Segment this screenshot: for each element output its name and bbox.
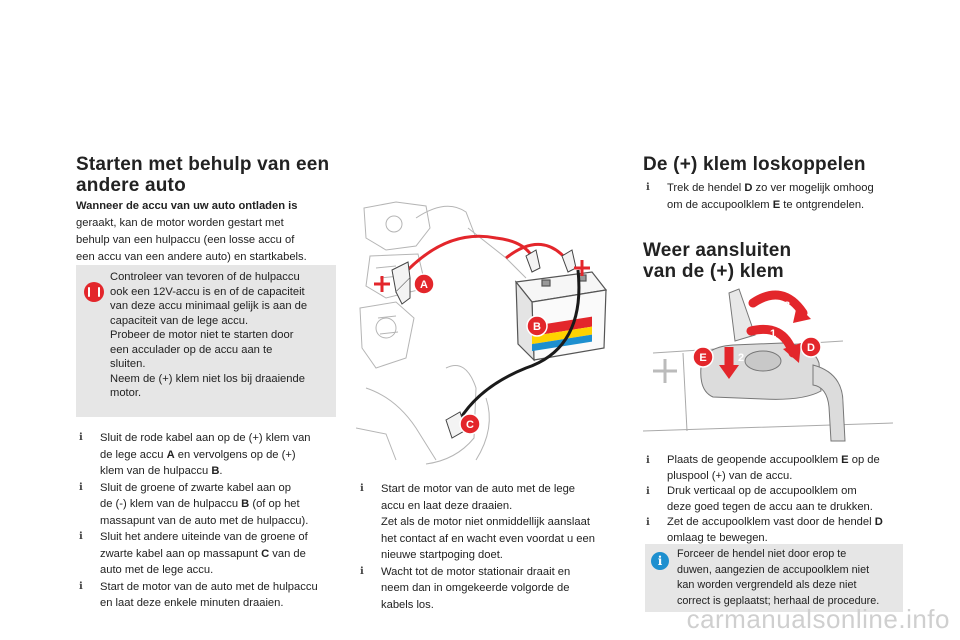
- step-marker-icon: ℹ: [646, 455, 650, 466]
- terminal-clamp-illustration: [643, 283, 905, 443]
- disconnect-steps-list: [643, 180, 913, 213]
- left-steps-list: [76, 430, 346, 612]
- figure-label-e: E: [699, 352, 707, 364]
- step-marker-icon: ℹ: [79, 580, 83, 592]
- intro-text: [76, 198, 346, 266]
- reconnect-steps-list: [643, 453, 913, 546]
- intro-bold: Wanneer de accu van uw auto ontladen is: [76, 200, 298, 212]
- list-item: ℹ Trek de hendel D zo ver mogelijk omhoog om de accupoolklem E te ontgrendelen.: [646, 182, 874, 211]
- list-item: ℹ Zet de accupoolklem vast door de hendel D omlaag te bewegen.: [646, 516, 883, 544]
- info-icon: i: [651, 552, 669, 570]
- list-item: ℹ Plaats de geopende accupoolklem E op de pluspool (+) van de accu.: [646, 454, 880, 482]
- intro-line: behulp van een hulpaccu (een losse accu of: [76, 234, 295, 246]
- jump-start-illustration: [356, 198, 618, 470]
- cable-clamp-a: [392, 262, 410, 304]
- step-marker-icon: ℹ: [360, 565, 364, 577]
- list-item: ℹ Wacht tot de motor stationair draait en neem dan in omgekeerde volgorde de kabels los.: [360, 565, 571, 611]
- step-marker-icon: ℹ: [646, 517, 650, 528]
- watermark: carmanualsonline.info: [686, 604, 950, 634]
- list-item: ℹ Druk verticaal op de accupoolklem om deze goed tegen de accu aan te drukken.: [646, 485, 873, 513]
- step-marker-icon: ℹ: [360, 483, 364, 494]
- step-marker-icon: ℹ: [646, 182, 650, 193]
- figure-label-a: A: [420, 279, 428, 291]
- step-marker-icon: ℹ: [79, 531, 83, 542]
- figure-label-c: C: [466, 419, 474, 431]
- section-title-jump-start: Starten met behulp van een andere auto: [76, 154, 330, 196]
- intro-line: geraakt, kan de motor worden gestart met: [76, 217, 284, 229]
- figure-label-1: 1: [769, 328, 777, 340]
- figure-label-2: 2: [737, 352, 745, 364]
- list-item: ℹ Start de motor van de auto met de lege accu en laat deze draaien. Zet als de motor niet onmiddellijk aanslaat het contact af en wacht even voordat u een nieuwe startpoging doet.: [360, 483, 595, 561]
- step-marker-icon: ℹ: [646, 486, 650, 497]
- step-marker-icon: ℹ: [79, 432, 83, 443]
- list-item: ℹ Sluit het andere uiteinde van de groene of zwarte kabel aan op massapunt C van de auto met de lege accu.: [79, 531, 308, 576]
- list-item: ℹ Sluit de rode kabel aan op de (+) klem van de lege accu A en vervolgens op de (+) klem van de hulpaccu B.: [79, 432, 311, 477]
- plus-icon: [653, 359, 677, 383]
- info-text: Forceer de hendel niet door erop te duwen, aangezien de accupoolklem niet kan worden vergrendeld als deze niet correct is geplaatst; herhaal de procedure.: [677, 548, 880, 607]
- list-item: ℹ Sluit de groene of zwarte kabel aan op de (-) klem van de hulpaccu B (of op het massapunt van de auto met de hulpaccu).: [79, 481, 309, 527]
- section-title-disconnect: De (+) klem loskoppelen: [643, 154, 866, 175]
- list-item: ℹ Start de motor van de auto met de hulpaccu en laat deze enkele minuten draaien.: [79, 580, 318, 609]
- section-title-reconnect: Weer aansluiten van de (+) klem: [643, 240, 792, 282]
- step-marker-icon: ℹ: [79, 481, 83, 493]
- middle-steps-list: [357, 481, 627, 613]
- figure-label-3: 3: [783, 300, 791, 312]
- intro-line: een accu van een andere auto) en startkabels.: [76, 251, 307, 263]
- cable-clamp-b-plus: [526, 250, 576, 272]
- figure-label-d: D: [807, 342, 815, 354]
- warning-icon: [84, 282, 104, 302]
- warning-text: Controleer van tevoren of de hulpaccu ook een 12V-accu is en of de capaciteit van deze accu minimaal gelijk is aan de capaciteit van de lege accu. Probeer de motor niet te starten door een acculader op de accu aan te sluiten. Neem de (+) klem niet los bij draaiende motor.: [110, 271, 308, 399]
- figure-label-b: B: [533, 321, 541, 333]
